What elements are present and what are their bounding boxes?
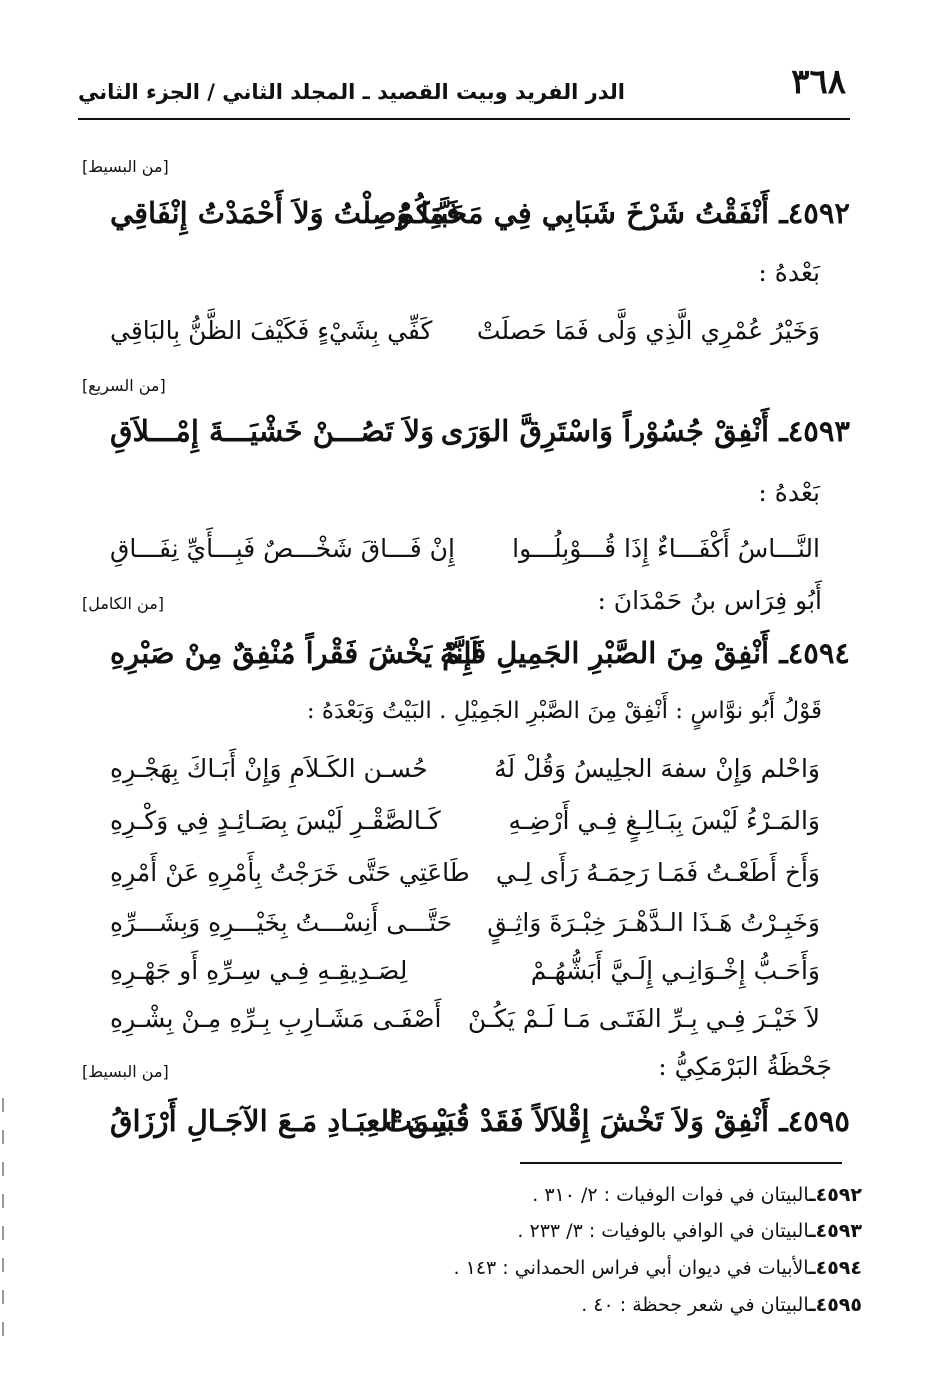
verse-first-hemistich: النَّـــاسُ أَكْفَـــاءٌ إِذَا قُـــوْبِلُـــوا — [512, 534, 820, 563]
verse-first-hemistich: وَأَحَـبُّ إِخْـوَانِـي إِلَـيَّ أَبَشُّهُـمْ — [530, 956, 820, 985]
page-number: ٣٦٨ — [791, 62, 846, 102]
verse-first-hemistich: لاَ خَيْـرَ فِـي بِـرِّ الفَتَـى مَـا لَـمْ يَكُـنْ — [467, 1004, 820, 1033]
prose-note: قَوْلُ أَبُو نوَّاسٍ : أَنْفِقْ مِنَ الصَّبْرِ الجَمِيْلِ . البَيْتُ وَبَعْدَهُ : — [306, 698, 822, 724]
verse-second-hemistich: فَمَا وُصِلْتُ وَلاَ أَحْمَدْتُ إِنْفَاقِي — [110, 196, 461, 230]
entry-number: ٤٥٩٢ـ — [779, 196, 850, 230]
verse-second-hemistich: كَفِّي بِشَيْءٍ فَكَيْفَ الظَّنُّ بِالبَاقِي — [110, 316, 433, 345]
meter-label: [من الكامل] — [82, 594, 165, 613]
entry-number: ٤٥٩٥ـ — [779, 1104, 850, 1138]
verse-line — [100, 1004, 850, 1054]
running-title: الدر الفريد وبيت القصيد ـ المجلد الثاني / الجزء الثاني — [78, 80, 625, 104]
verse-first-hemistich: وَالمَـرْءُ لَيْسَ بِبَـالِـغٍ فِـي أَرْضِـهِ — [508, 806, 820, 835]
verse-second-hemistich: طَاعَتِي حَتَّى خَرَجْتُ بِأَمْرِهِ عَنْ أَمْرِهِ — [110, 858, 470, 887]
verse-second-hemistich: لِصَـدِيقِـهِ فِـي سِـرِّهِ أَو جَهْـرِهِ — [110, 956, 408, 985]
scan-edge-marks — [0, 1098, 4, 1378]
verse-second-hemistich: أَصْفَـى مَشَـارِبِ بِـرِّهِ مِـنْ بِشْـرِهِ — [110, 1004, 442, 1033]
verse-line — [100, 754, 850, 804]
footnote-rule — [520, 1162, 842, 1164]
verse-first-hemistich: وَخَيْرُ عُمْرِي الَّذِي وَلَّى فَمَا حَصلَتْ — [476, 316, 820, 345]
verse-first-hemistich: ٤٥٩٤ـ أَنْفِقْ مِنَ الصَّبْرِ الجَمِيلِ فَإِنَّهُ — [439, 636, 850, 670]
verse-second-hemistich: لَـمْ يَخْشَ فَقْراً مُنْفِقٌ مِنْ صَبْرِهِ — [110, 636, 479, 670]
meter-label: [من السريع] — [82, 376, 166, 395]
verse-first-hemistich: وَاحْلم وَإِنْ سفهَ الجلِيسُ وَقُلْ لَهُ — [494, 754, 820, 783]
verse-second-hemistich: بَيْـنَ العِبَـادِ مَـعَ الآجَـالِ أَرْزَاقُ — [110, 1104, 455, 1138]
verse-second-hemistich: إِنْ فَـــاقَ شَخْـــصٌ فَبِـــأَيِّ نِفَـــاقِ — [110, 534, 455, 563]
poet-intro: أَبُو فِرَاس بنُ حَمْدَانَ : — [597, 586, 822, 615]
verse-first-hemistich: ٤٥٩٢ـ أَنْفَقْتُ شَرْخَ شَبَابِي فِي مَحَبَّتِكُمْ — [396, 196, 850, 230]
verse-line — [100, 956, 850, 1006]
footnote: ٤٥٩٢ـالبيتان في فوات الوفيات : ٢/ ٣١٠ . — [532, 1184, 862, 1206]
header-rule — [78, 118, 850, 120]
verse-second-hemistich: حُسـن الكَـلاَمِ وَإِنْ أَبَـاكَ بِهَجْـرِهِ — [110, 754, 428, 783]
verse-first-hemistich: ٤٥٩٥ـ أَنْفِقْ وَلاَ تَخْشَ إِقْلاَلاً فَقَدْ قُسِمَتْ — [384, 1104, 850, 1138]
poet-intro: جَحْظَةُ البَرْمَكِيُّ : — [658, 1052, 832, 1081]
page-header — [78, 62, 850, 118]
entry-number: ٤٥٩٣ـ — [779, 414, 850, 448]
verse-line — [100, 806, 850, 856]
verse-second-hemistich: وَلاَ تَصُـــنْ خَشْيَـــةَ إِمْـــلاَقِ — [110, 414, 435, 448]
after-label: بَعْدهُ : — [758, 258, 820, 287]
after-label: بَعْدهُ : — [758, 478, 820, 507]
verse-line — [100, 1104, 850, 1154]
verse-line — [100, 196, 850, 246]
verse-first-hemistich: وَأَخ أَطَعْـتُ فَمَـا رَحِمَـهُ رَأَى لِـي — [495, 858, 820, 887]
verse-second-hemistich: حَتَّـــى أَنِسْـــتُ بِخَيْـــرِهِ وَبِشَـــرِّهِ — [110, 908, 453, 937]
footnote: ٤٥٩٤ـالأبيات في ديوان أبي فراس الحمداني : ١٤٣ . — [453, 1257, 862, 1279]
verse-line — [100, 414, 850, 464]
verse-second-hemistich: كَـالصَّقْـرِ لَيْسَ بِصَـائِـدٍ فِي وَكْـرِهِ — [110, 806, 441, 835]
verse-line — [100, 908, 850, 958]
verse-line — [100, 636, 850, 686]
meter-label: [من البسيط] — [82, 157, 169, 176]
verse-line — [100, 858, 850, 908]
footnote: ٤٥٩٥ـالبيتان في شعر جحظة : ٤٠ . — [581, 1294, 862, 1316]
verse-line — [100, 534, 850, 584]
meter-label: [من البسيط] — [82, 1062, 169, 1081]
footnote: ٤٥٩٣ـالبيتان في الوافي بالوفيات : ٣/ ٢٣٣ . — [517, 1220, 862, 1242]
entry-number: ٤٥٩٤ـ — [779, 636, 850, 670]
verse-first-hemistich: وَخَبِـرْتُ هَـذَا الـدَّهْـرَ خِبْـرَةَ وَاثِـقٍ — [487, 908, 820, 937]
verse-line — [100, 316, 850, 366]
verse-first-hemistich: ٤٥٩٣ـ أَنْفِقْ جُسُوْراً وَاسْتَرِقَّ الوَرَى — [440, 414, 850, 448]
